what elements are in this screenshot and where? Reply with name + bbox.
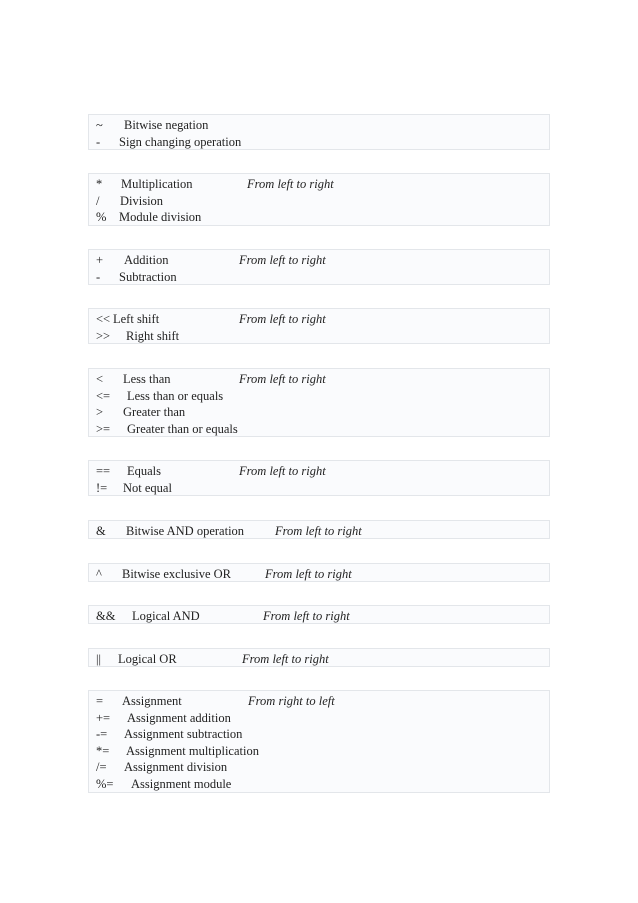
operator-symbol: - (96, 134, 101, 149)
operator-row (89, 710, 549, 726)
operator-group (88, 173, 550, 226)
operator-row (89, 371, 549, 387)
operator-row (89, 523, 549, 539)
operator-symbol: -= (96, 727, 108, 741)
operator-group (88, 249, 550, 285)
associativity-note: From left to right (239, 372, 326, 386)
associativity-note: From left to right (239, 253, 326, 267)
operator-description: Module division (119, 210, 202, 224)
operator-symbol: <= (96, 388, 111, 403)
operator-row (89, 311, 549, 327)
operator-symbol: *= (96, 743, 110, 758)
operator-description: Bitwise negation (124, 118, 209, 132)
operator-group (88, 114, 550, 150)
operator-description: Subtraction (119, 269, 177, 284)
operator-row (89, 608, 549, 624)
operator-row (89, 566, 549, 582)
associativity-note: From left to right (242, 652, 329, 666)
operator-row (89, 726, 549, 742)
operator-description: Less than or equals (127, 388, 224, 403)
operator-row (89, 388, 549, 404)
operator-symbol: * (96, 177, 103, 191)
operator-symbol: ~ (96, 118, 103, 132)
operator-symbol: == (96, 464, 111, 478)
operator-group (88, 648, 550, 667)
operator-row (89, 193, 549, 209)
operator-description: Bitwise exclusive OR (122, 567, 232, 581)
operator-description: Bitwise AND operation (126, 524, 245, 538)
operator-row (89, 134, 549, 150)
operator-symbol: & (96, 524, 106, 538)
associativity-note: From left to right (239, 312, 326, 326)
operator-symbol: > (96, 405, 104, 419)
operator-symbol: = (96, 694, 104, 708)
operator-description: Greater than or equals (127, 421, 238, 436)
operator-symbol: += (96, 710, 111, 725)
operator-row (89, 480, 549, 496)
operator-symbol: >> (96, 328, 111, 343)
operator-symbol: + (96, 253, 104, 267)
operator-row (89, 463, 549, 479)
operator-symbol: % (96, 210, 107, 224)
operator-description: Assignment addition (127, 710, 231, 725)
operator-group (88, 520, 550, 539)
operator-row (89, 693, 549, 709)
operator-row (89, 651, 549, 667)
operator-row (89, 209, 549, 225)
operator-symbol: >= (96, 421, 111, 436)
operator-row (89, 252, 549, 268)
operator-description: Multiplication (121, 177, 193, 191)
operator-group (88, 690, 550, 793)
operator-row (89, 776, 549, 792)
operator-description: Assignment subtraction (124, 727, 243, 741)
operator-symbol: - (96, 269, 101, 284)
operator-description: Division (120, 193, 164, 208)
operator-symbol: / (96, 193, 100, 208)
operator-description: Sign changing operation (119, 134, 242, 149)
operator-description: Addition (124, 253, 169, 267)
operator-description: Assignment (122, 694, 182, 708)
operator-row (89, 743, 549, 759)
operator-description: Logical OR (118, 652, 177, 666)
operator-symbol: != (96, 480, 108, 495)
operator-row (89, 421, 549, 437)
associativity-note: From left to right (265, 567, 352, 581)
operator-description: Assignment module (131, 776, 232, 791)
operator-description: Equals (127, 464, 162, 478)
associativity-note: From left to right (275, 524, 362, 538)
operator-description: Not equal (123, 480, 172, 495)
operator-row (89, 176, 549, 192)
operator-description: Right shift (126, 328, 180, 343)
operator-symbol: /= (96, 760, 107, 774)
operator-description: Less than (123, 372, 171, 386)
operator-group (88, 308, 550, 344)
operator-symbol: < (96, 372, 104, 386)
operator-symbol: || (96, 652, 102, 666)
operator-symbol: ^ (96, 567, 102, 581)
operator-group (88, 368, 550, 437)
operator-row (89, 328, 549, 344)
operator-description: Left shift (113, 312, 160, 326)
associativity-note: From right to left (248, 694, 335, 708)
operator-description: Logical AND (132, 609, 200, 623)
operator-group (88, 563, 550, 582)
operator-description: Assignment multiplication (126, 743, 259, 758)
operator-group (88, 605, 550, 624)
operator-symbol: && (96, 609, 116, 623)
operator-row (89, 269, 549, 285)
associativity-note: From left to right (247, 177, 334, 191)
operator-row (89, 404, 549, 420)
associativity-note: From left to right (239, 464, 326, 478)
operator-row (89, 117, 549, 133)
operator-description: Assignment division (124, 760, 228, 774)
operator-row (89, 759, 549, 775)
operator-symbol: << (96, 312, 111, 326)
operator-description: Greater than (123, 405, 186, 419)
operator-symbol: %= (96, 776, 114, 791)
operator-group (88, 460, 550, 496)
associativity-note: From left to right (263, 609, 350, 623)
